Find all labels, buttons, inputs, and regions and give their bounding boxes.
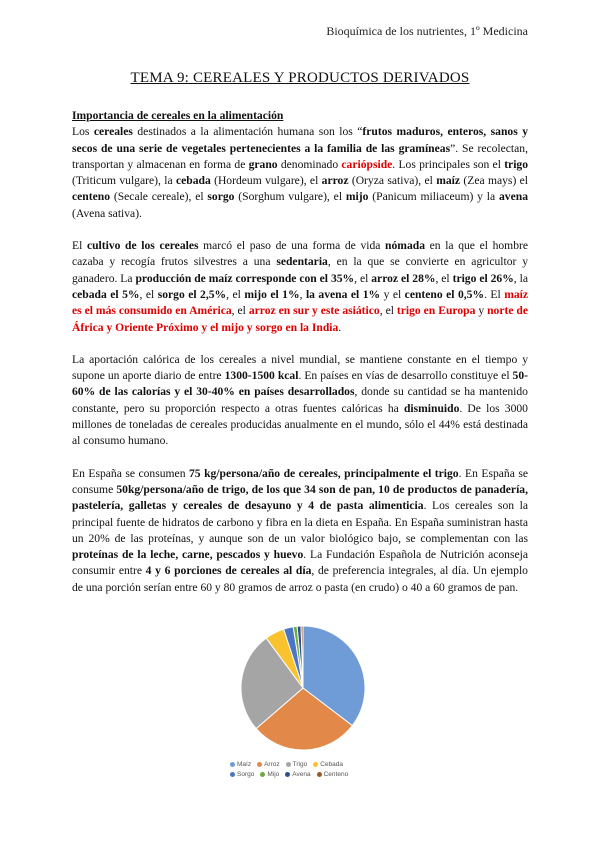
text-run: cebada el 5% xyxy=(72,287,140,301)
legend-label: Sorgo xyxy=(237,771,255,778)
text-run: 50-60% de las calorías y el 30-40% en países desarrollados xyxy=(72,369,529,399)
legend-item-avena xyxy=(285,770,310,780)
paragraph-4 xyxy=(72,466,528,596)
text-run: , en la que se convierte en agricultor y ganadero. La xyxy=(72,255,528,285)
page-title-text: TEMA 9: CEREALES Y PRODUCTOS DERIVADOS xyxy=(130,70,470,86)
text-run: destinados a la alimentación humana son los “ xyxy=(132,125,363,139)
legend-label: Centeno xyxy=(323,771,349,778)
text-run: (Avena sativa). xyxy=(72,206,142,220)
text-run: mijo xyxy=(345,190,369,204)
text-run: (Hordeum vulgare), el xyxy=(210,174,322,188)
pie-chart xyxy=(228,626,378,776)
text-run: , xyxy=(299,287,306,301)
legend-marker xyxy=(285,772,290,777)
legend-item-sorgo xyxy=(230,770,254,780)
text-run: , el xyxy=(231,304,249,318)
text-run: trigo el 26% xyxy=(452,271,514,285)
text-run: arroz en sur y este asiático xyxy=(248,304,380,318)
section-heading: Importancia de cereales en la alimentación xyxy=(72,109,284,122)
legend-marker xyxy=(260,772,265,777)
text-run: maíz xyxy=(436,174,461,188)
text-run: En España se consumen xyxy=(72,466,189,480)
legend-marker xyxy=(313,762,318,767)
text-run: nómada xyxy=(385,239,425,253)
text-run: , el xyxy=(354,271,372,285)
paragraph-2 xyxy=(72,238,528,336)
text-run: norte de África y Oriente Próximo y el mijo y sorgo en la India xyxy=(72,304,529,334)
text-run: . El xyxy=(484,287,505,301)
text-run: , donde su cantidad se ha mantenido constante, pero su proporción respecto a otras fuentes calóricas ha xyxy=(72,385,528,415)
text-run: (Triticum vulgare), la xyxy=(72,174,176,188)
text-run: . En países en vías de desarrollo constituye el xyxy=(298,369,513,383)
text-run: maíz es el más consumido en América xyxy=(72,287,529,318)
text-run: y el xyxy=(380,287,405,301)
text-run: proteínas de la leche, carne, pescados y huevo xyxy=(72,548,304,562)
legend-item-trigo xyxy=(286,760,308,770)
legend-marker xyxy=(257,762,262,767)
text-run: , el xyxy=(379,304,397,318)
text-run: ”. Se recolectan, transportan y almacenan en forma de xyxy=(72,141,528,171)
text-run: cultivo de los cereales xyxy=(86,239,199,253)
text-run: (Oryza sativa), el xyxy=(348,174,437,188)
text-run: cariópside xyxy=(341,157,393,171)
text-run: , el xyxy=(139,287,158,301)
legend-marker xyxy=(230,762,235,767)
text-run: Los xyxy=(72,125,94,139)
legend-item-mijo xyxy=(260,770,279,780)
legend-label: Maíz xyxy=(237,761,252,768)
text-run: (Panicum miliaceum) y la xyxy=(368,190,499,204)
text-run: trigo xyxy=(504,157,529,171)
text-run: , la xyxy=(513,271,528,285)
text-run: disminuido xyxy=(403,401,460,415)
text-run: sedentaria xyxy=(276,255,328,269)
text-run: . La Fundación Española de Nutrición aconseja consumir entre xyxy=(72,548,529,578)
text-run: . xyxy=(338,320,342,334)
text-run: trigo en Europa xyxy=(396,304,476,318)
text-run: denominado xyxy=(277,157,342,171)
text-run: 75 kg/persona/año de cereales, principalmente el trigo xyxy=(188,466,459,480)
legend-label: Cebada xyxy=(320,761,343,768)
text-run: avena xyxy=(499,190,528,204)
chart-legend xyxy=(230,760,380,780)
document-body xyxy=(72,108,528,612)
text-run: y xyxy=(475,304,488,318)
text-run: arroz el 28% xyxy=(371,271,436,285)
text-run: , el xyxy=(435,271,453,285)
legend-item-centeno xyxy=(317,770,349,780)
text-run: El xyxy=(72,239,87,253)
paragraph-1 xyxy=(72,108,528,222)
text-run: sorgo xyxy=(207,190,235,204)
text-run: sorgo el 2,5% xyxy=(157,287,227,301)
text-run: , el xyxy=(226,287,245,301)
text-run: . En España se consume xyxy=(72,466,528,496)
legend-marker xyxy=(230,772,235,777)
text-run: 50kg/persona/año de trigo, de los que 34 son de pan, 10 de productos de panadería, pastelería, galletas y cereales de desayuno y 4 de pasta alimenticia xyxy=(72,482,528,513)
text-run: en la que el hombre cazaba y recogía frutos silvestres a una xyxy=(72,239,528,269)
text-run: frutos maduros, enteros, sanos y secos de una serie de vegetales pertenecientes a la familia de las gramíneas xyxy=(72,125,528,155)
page-header: Bioquímica de los nutrientes, 1º Medicina xyxy=(326,24,528,38)
text-run: . Los principales son el xyxy=(392,157,505,171)
text-run: La aportación calórica de los cereales a nivel mundial, se mantiene constante en el tiempo y supone un aporte diario de entre xyxy=(72,352,528,383)
paragraph-1-text xyxy=(72,125,528,219)
legend-label: Trigo xyxy=(292,761,308,768)
text-run: la avena el 1% xyxy=(305,287,381,301)
text-run: . De los 3000 millones de toneladas de cereales producidas anualmente en el mundo, sólo el 44% está destinada al consumo humano. xyxy=(72,401,528,448)
text-run: centeno el 0,5% xyxy=(404,287,485,301)
legend-label: Arroz xyxy=(264,761,280,768)
text-run: mijo el 1% xyxy=(244,287,300,301)
legend-label: Mijo xyxy=(267,771,280,778)
text-run: producción de maíz corresponde con el 35% xyxy=(135,271,355,285)
text-run: cebada xyxy=(175,174,211,188)
text-run: , de preferencia integrales, al día. Un ejemplo de una porción serían entre 60 y 80 gramos de arroz o pasta (en crudo) o 40 a 60 gramos de pan. xyxy=(72,564,528,594)
text-run: 1300-1500 kcal xyxy=(224,369,299,383)
text-run: marcó el paso de una forma de vida xyxy=(198,239,386,253)
text-run: cereales xyxy=(93,125,133,139)
text-run: arroz xyxy=(321,174,349,188)
legend-item-maíz xyxy=(230,760,251,770)
legend-item-arroz xyxy=(257,760,280,770)
text-run: (Sorghum vulgare), el xyxy=(234,190,346,204)
text-run: . Los cereales son la principal fuente de hidratos de carbono y fibra en la dieta en España. En España suministran hasta un 20% de las proteínas, y aunque son de un valor biológico bajo, se complementan con las xyxy=(72,499,528,545)
text-run: (Zea mays) el xyxy=(460,174,529,188)
paragraph-3 xyxy=(72,352,528,450)
text-run: (Secale cereale), el xyxy=(110,190,208,204)
text-run: 4 y 6 porciones de cereales al día xyxy=(145,564,312,578)
legend-item-cebada xyxy=(313,760,343,770)
legend-label: Avena xyxy=(292,771,311,778)
text-run: grano xyxy=(248,157,278,171)
legend-marker xyxy=(317,772,322,777)
text-run: centeno xyxy=(72,190,110,204)
page-title xyxy=(0,70,600,87)
legend-marker xyxy=(286,762,291,767)
